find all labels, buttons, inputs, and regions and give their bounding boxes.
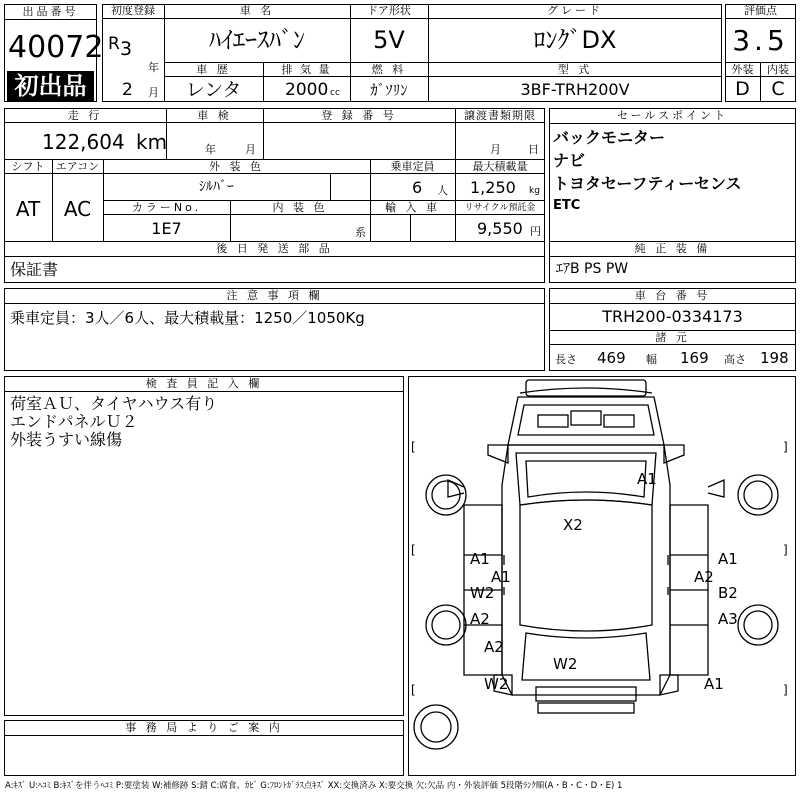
- model-code: 3BF-TRH200V: [520, 80, 630, 99]
- sales-point-item: トヨタセーフティーセンス: [553, 174, 742, 193]
- damage-code: A3: [718, 610, 738, 628]
- damage-code: A2: [694, 568, 714, 586]
- notes-label: 注 意 事 項 欄: [5, 289, 544, 304]
- score-label: 評価点: [744, 4, 777, 17]
- registration-month: 2: [122, 80, 133, 100]
- specs-box: [4, 108, 545, 242]
- exterior-grade: D: [735, 78, 750, 100]
- chassis-label: 車 台 番 号: [550, 289, 795, 304]
- exterior-color-label: 外 装 色: [209, 160, 264, 173]
- vehicle-history: レンタ: [185, 79, 242, 101]
- inspection-year-unit: 年: [205, 143, 216, 156]
- sales-points-label: セールスポイント: [550, 109, 795, 124]
- grade-label: グレード: [547, 4, 603, 17]
- equipment-label: 純 正 装 備: [550, 242, 795, 257]
- grade: ﾛﾝｸﾞDX: [533, 26, 617, 54]
- registration-number-label: 登 録 番 号: [321, 109, 397, 122]
- damage-code: A1: [718, 550, 738, 568]
- legend: A:ｷｽﾞ U:ﾍｺﾐ B:ｷｽﾞを伴うﾍｺﾐ P:要塗装 W:補修跡 S:錆 C:腐食、ｶﾋﾞ G:ﾌﾛﾝﾄｶﾞﾗｽ点ｷｽﾞ XX:交換済み X:要交換 欠:欠品 内・外装評価 5段階ﾗﾝｸ順(A・B・C・D・E) 1: [5, 781, 623, 791]
- recycle-label: リサイクル預託金: [464, 203, 536, 213]
- rear-left-bracket: [: [411, 683, 416, 697]
- width-label: 幅: [646, 353, 657, 366]
- displacement-unit: cc: [330, 88, 340, 98]
- sales-point-item: ETC: [553, 198, 581, 213]
- capacity: 6: [412, 178, 423, 197]
- width: 169: [680, 349, 709, 367]
- height-label: 高さ: [724, 353, 746, 366]
- import-label: 輸 入 車: [385, 201, 440, 214]
- exterior-label: 外装: [731, 63, 754, 76]
- model-label: 型 式: [557, 63, 593, 76]
- front-left-bracket: [: [411, 440, 416, 454]
- lot-number-label: 出品番号: [5, 5, 96, 20]
- vehicle-diagram: [408, 375, 796, 775]
- mileage-label: 走 行: [67, 109, 103, 122]
- car-name-label: 車 名: [239, 4, 275, 17]
- sales-point-item: バックモニター: [553, 128, 666, 147]
- interior-label: 内装: [767, 63, 789, 76]
- later-parts-label: 後 日 発 送 部 品: [5, 242, 544, 257]
- recycle-fee: 9,550: [477, 219, 523, 238]
- era: R: [108, 34, 120, 54]
- mileage-unit: km: [136, 130, 168, 154]
- car-name: ﾊｲｴｰｽﾊﾞﾝ: [209, 26, 305, 54]
- registration-year: 3: [120, 38, 133, 60]
- registration-label: 初度登録: [111, 4, 155, 17]
- equipment-value: ｴｱB PS PW: [556, 261, 629, 277]
- damage-code: A1: [704, 675, 724, 693]
- inspector-line: 荷室ＡＵ、タイヤハウス有り: [10, 394, 218, 413]
- aircon: AC: [63, 197, 92, 221]
- max-load: 1,250: [470, 178, 516, 197]
- year-unit: 年: [148, 61, 159, 74]
- chassis-number: TRH200-0334173: [602, 307, 743, 326]
- first-listing-label: 初出品: [14, 72, 87, 100]
- inspector-label: 検 査 員 記 入 欄: [5, 377, 403, 392]
- damage-code: A1: [637, 470, 657, 488]
- overall-score: 3.5: [732, 24, 789, 57]
- shift-label: シフト: [11, 160, 45, 173]
- damage-code: W2: [484, 675, 509, 693]
- color-number-label: カラーNo.: [131, 201, 202, 214]
- inspection-month-unit: 月: [245, 143, 256, 156]
- inspection-label: 車 検: [197, 109, 232, 122]
- recycle-unit: 円: [530, 225, 541, 238]
- damage-code: W2: [553, 655, 578, 673]
- dimensions-label: 諸 元: [655, 331, 690, 344]
- height: 198: [760, 349, 789, 367]
- aircon-label: エアコン: [55, 160, 100, 173]
- transfer-month-unit: 月: [490, 143, 501, 156]
- damage-code: A2: [470, 610, 490, 628]
- transfer-day-unit: 日: [528, 143, 539, 156]
- door-label: ドア形状: [367, 4, 411, 17]
- sales-point-item: ナビ: [553, 151, 586, 170]
- later-parts-value: 保証書: [10, 260, 59, 279]
- lot-number: 40072: [8, 30, 104, 65]
- max-load-label: 最大積載量: [472, 160, 528, 173]
- damage-code: A2: [484, 638, 504, 656]
- fuel-label: 燃 料: [371, 63, 407, 76]
- damage-code: X2: [563, 516, 583, 534]
- transfer-deadline-label: 譲渡書類期限: [464, 109, 536, 122]
- history-label: 車 歴: [196, 63, 231, 76]
- capacity-label: 乗車定員: [390, 160, 435, 173]
- displacement: 2000: [285, 80, 329, 100]
- fuel: ｶﾞｿﾘﾝ: [370, 81, 408, 99]
- displacement-label: 排 気 量: [281, 63, 332, 76]
- front-right-bracket: ]: [783, 440, 788, 454]
- office-label: 事 務 局 よ り ご 案 内: [5, 721, 403, 736]
- shift: AT: [15, 197, 41, 221]
- notes-value: 乗車定員：3人／6人、最大積載量：1250／1050Kg: [10, 309, 365, 327]
- length: 469: [597, 349, 626, 367]
- damage-code: A1: [491, 568, 511, 586]
- damage-code: A1: [470, 550, 490, 568]
- color-number: 1E7: [151, 219, 182, 238]
- damage-code: B2: [718, 584, 738, 602]
- inspector-line: 外装うすい線傷: [10, 430, 123, 449]
- interior-color-unit: 系: [355, 226, 366, 239]
- max-load-unit: kg: [529, 186, 540, 196]
- mileage: 122,604: [42, 130, 125, 154]
- capacity-unit: 人: [437, 184, 448, 197]
- interior-grade: C: [771, 78, 785, 100]
- mid-right-bracket: ]: [783, 543, 788, 557]
- lot-number-box: [4, 4, 104, 102]
- inspector-line: エンドパネルＵ２: [10, 412, 138, 431]
- door-type: 5V: [373, 26, 405, 54]
- interior-color-label: 内 装 色: [272, 201, 328, 214]
- damage-code: W2: [470, 584, 495, 602]
- rear-right-bracket: ]: [783, 683, 788, 697]
- length-label: 長さ: [555, 353, 577, 366]
- exterior-color: ｼﾙﾊﾞｰ: [199, 179, 234, 195]
- mid-left-bracket: [: [411, 543, 416, 557]
- month-unit: 月: [148, 86, 159, 99]
